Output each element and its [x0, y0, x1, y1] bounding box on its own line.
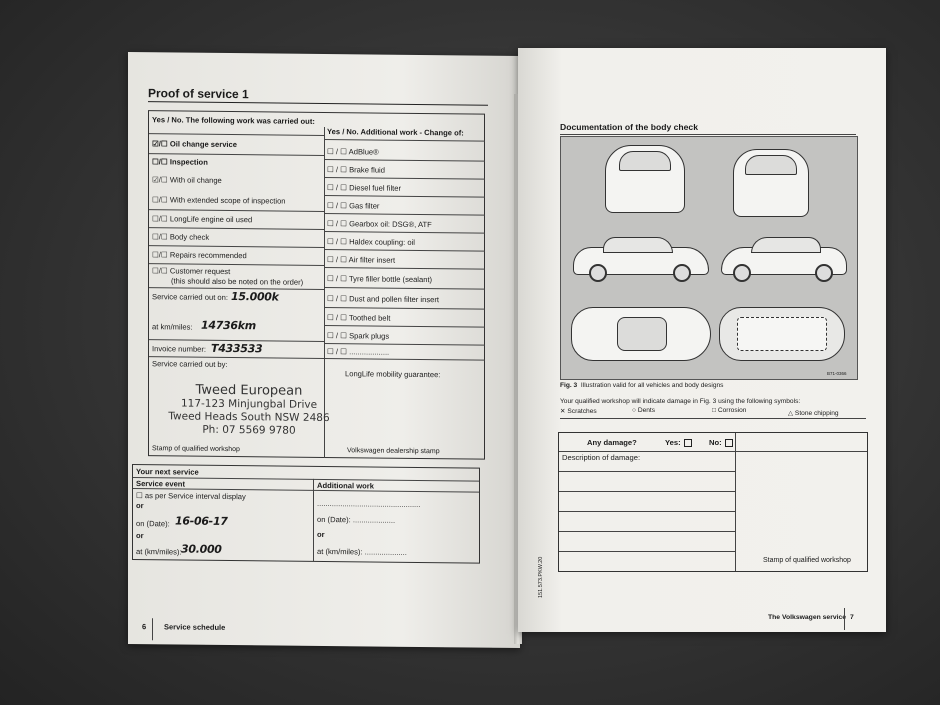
next-date-value[interactable]: 16-06-17 — [175, 514, 228, 528]
check-tyre-filler[interactable]: ☐ / ☐ Tyre filler bottle (sealant) — [327, 274, 433, 285]
additional-work-header: Additional work — [317, 480, 374, 491]
carried-out-by-label: Service carried out by: — [152, 359, 228, 369]
check-other[interactable]: ☐ / ☐ ................... — [327, 347, 390, 357]
left-side-cabin — [603, 237, 673, 253]
next-date-label: on (Date): — [136, 519, 170, 529]
check-adblue[interactable]: ☐ / ☐ AdBlue® — [327, 147, 379, 157]
invoice-value[interactable]: T433533 — [211, 341, 263, 356]
customer-request-note: (this should also be noted on the order) — [171, 276, 304, 287]
corrosion-icon: □ — [712, 407, 716, 414]
symbol-stone-chipping: △ Stone chipping — [788, 410, 839, 417]
figure-caption: Fig. 3 Illustration valid for all vehicles and body designs — [560, 382, 724, 389]
title-rule — [560, 134, 856, 135]
rear-window — [619, 151, 671, 171]
right-page — [518, 48, 886, 632]
check-extended-scope[interactable]: ☐/☐ With extended scope of inspection — [152, 195, 286, 206]
dent-icon: ○ — [632, 407, 636, 414]
description-label: Description of damage: — [562, 453, 641, 462]
symbol-corrosion: □ Corrosion — [712, 407, 747, 414]
no-checkbox[interactable] — [725, 439, 733, 447]
at-km-value[interactable]: 14736km — [201, 318, 256, 333]
workshop-stamp: Tweed European 117-123 Minjungbal Drive Tweed Heads South NSW 2486 Ph: 07 5569 9780 — [168, 382, 330, 437]
check-brake-fluid[interactable]: ☐ / ☐ Brake fluid — [327, 165, 385, 175]
check-longlife-oil[interactable]: ☐/☐ LongLife engine oil used — [152, 214, 253, 225]
symbol-dents: ○ Dents — [632, 407, 656, 414]
damage-yes[interactable]: Yes: — [665, 438, 692, 447]
wheel — [673, 264, 691, 282]
dealership-stamp-label: Volkswagen dealership stamp — [347, 447, 440, 456]
left-column-header: Yes / No. The following work was carried out: — [152, 115, 315, 126]
wheel — [733, 264, 751, 282]
next-service-title: Your next service — [136, 467, 199, 477]
scratch-icon: ✕ — [560, 408, 566, 415]
wheel — [589, 264, 607, 282]
check-customer-request[interactable]: ☐/☐ Customer request — [152, 266, 231, 277]
check-inspection[interactable]: ☐/☐ Inspection — [152, 157, 208, 167]
additional-work-dots[interactable]: ................................................. — [317, 498, 421, 510]
or-label: or — [136, 501, 144, 511]
damage-box — [558, 432, 868, 572]
underbody-frame — [737, 317, 827, 351]
check-diesel-fuel-filter[interactable]: ☐ / ☐ Diesel fuel filter — [327, 183, 401, 193]
next-km-value[interactable]: 30.000 — [181, 542, 222, 556]
page-number: 7 — [850, 614, 854, 621]
service-event-header: Service event — [136, 479, 185, 489]
mobility-guarantee-label: LongLife mobility guarantee: — [345, 369, 441, 380]
side-code: 151.573.PKW.20 — [538, 556, 544, 598]
workshop-stamp-label: Stamp of qualified workshop — [763, 557, 851, 564]
page-title: Documentation of the body check — [560, 122, 698, 132]
service-booklet — [128, 48, 888, 648]
yes-checkbox[interactable] — [684, 439, 692, 447]
windscreen — [745, 155, 797, 175]
title-rule — [148, 101, 488, 106]
check-repairs-recommended[interactable]: ☐/☐ Repairs recommended — [152, 250, 247, 261]
next-service-box — [132, 464, 480, 564]
interval-display-option[interactable]: ☐ as per Service interval display — [136, 491, 246, 502]
check-spark-plugs[interactable]: ☐ / ☐ Spark plugs — [327, 331, 390, 341]
check-toothed-belt[interactable]: ☐ / ☐ Toothed belt — [327, 313, 391, 323]
at-km-label: at km/miles: — [152, 322, 193, 332]
page-number: 6 — [142, 622, 147, 632]
check-haldex-coupling[interactable]: ☐ / ☐ Haldex coupling: oil — [327, 237, 415, 247]
check-air-filter[interactable]: ☐ / ☐ Air filter insert — [327, 255, 396, 265]
page-title: Proof of service 1 — [148, 86, 249, 102]
left-page — [128, 52, 520, 648]
workshop-stamp-label: Stamp of qualified workshop — [152, 445, 240, 454]
check-oil-change-service[interactable]: ☑/☐ Oil change service — [152, 139, 237, 150]
wheel — [815, 264, 833, 282]
service-carried-out-label: Service carried out on: — [152, 292, 228, 302]
symbol-instruction: Your qualified workshop will indicate damage in Fig. 3 using the following symbols: — [560, 398, 801, 405]
stone-chip-icon: △ — [788, 410, 794, 417]
damage-no[interactable]: No: — [709, 438, 733, 447]
body-check-figure[interactable] — [560, 136, 858, 380]
next-km-label: at (km/miles): — [136, 547, 182, 557]
or-label: or — [317, 529, 325, 540]
right-column-header: Yes / No. Additional work - Change of: — [327, 127, 464, 138]
page-footer: The Volkswagen service — [768, 614, 847, 621]
service-carried-out-value[interactable]: 15.000k — [231, 290, 279, 304]
check-gearbox-oil[interactable]: ☐ / ☐ Gearbox oil: DSG®, ATF — [327, 219, 432, 230]
figure-code: B71-0366 — [827, 371, 847, 376]
check-pollen-filter[interactable]: ☐ / ☐ Dust and pollen filter insert — [327, 294, 439, 305]
check-with-oil-change[interactable]: ☑/☐ With oil change — [152, 175, 222, 185]
any-damage-label: Any damage? — [587, 438, 637, 447]
invoice-label: Invoice number: — [152, 344, 207, 354]
right-side-cabin — [751, 237, 821, 253]
roof-panel — [617, 317, 667, 351]
symbol-scratches: ✕ Scratches — [560, 408, 597, 415]
additional-date-field[interactable]: on (Date): .................... — [317, 514, 396, 525]
page-footer: Service schedule — [164, 622, 226, 632]
additional-km-field[interactable]: at (km/miles): .................... — [317, 546, 407, 557]
check-body-check[interactable]: ☐/☐ Body check — [152, 232, 210, 242]
or-label: or — [136, 531, 144, 541]
check-gas-filter[interactable]: ☐ / ☐ Gas filter — [327, 201, 380, 211]
